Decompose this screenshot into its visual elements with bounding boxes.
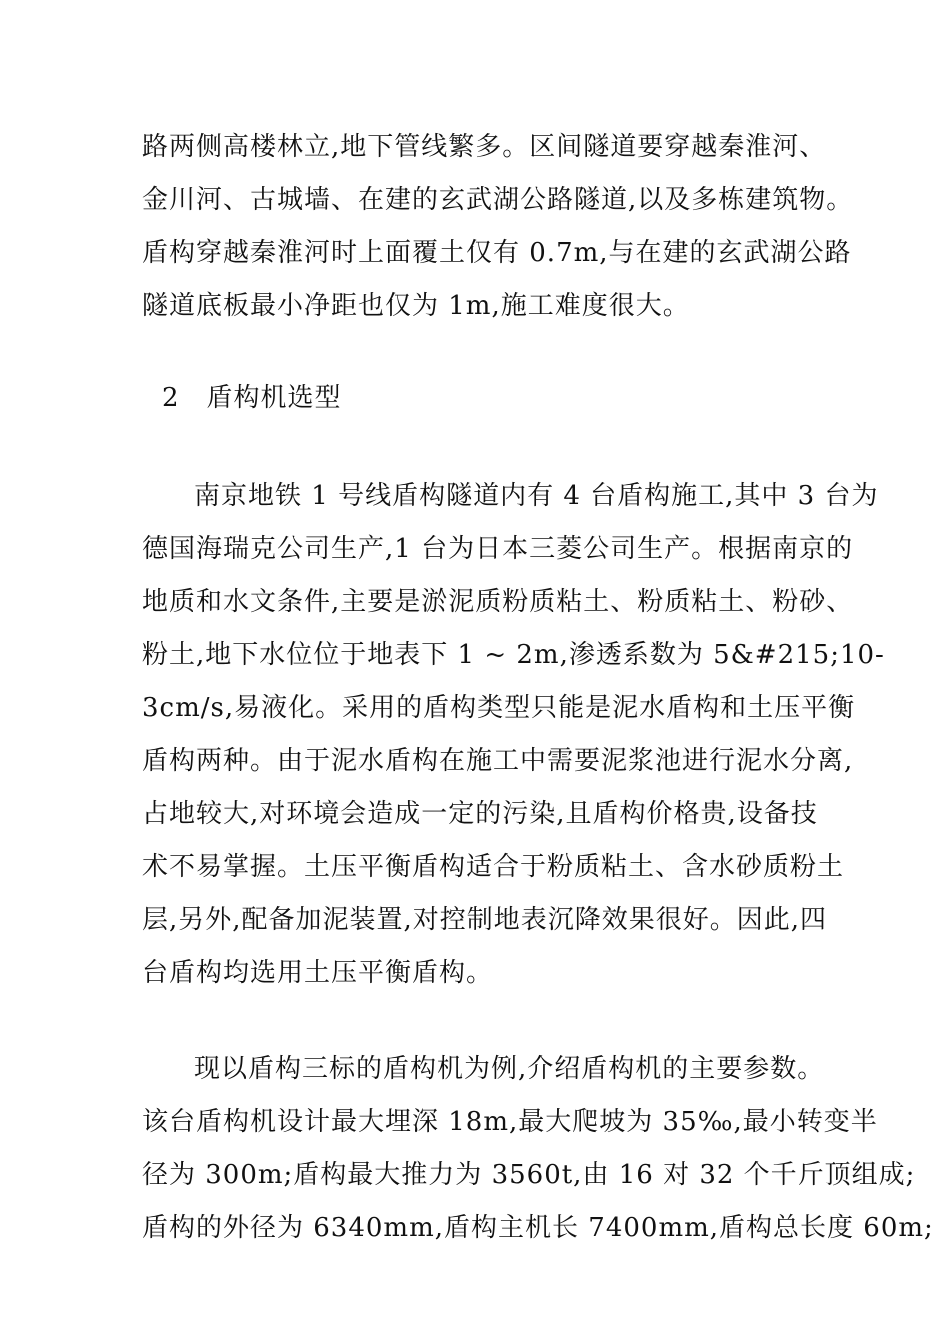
paragraph-1-line-1: 路两侧高楼林立,地下管线繁多。区间隧道要穿越秦淮河、 — [142, 132, 827, 162]
paragraph-1-line-4: 隧道底板最小净距也仅为 1m,施工难度很大。 — [142, 291, 690, 321]
paragraph-3-line-3: 径为 300m;盾构最大推力为 3560t,由 16 对 32 个千斤顶组成; — [142, 1160, 916, 1190]
section-heading: 2 盾构机选型 — [162, 383, 342, 413]
paragraph-2-line-7: 占地较大,对环境会造成一定的污染,且盾构价格贵,设备技 — [142, 799, 818, 829]
paragraph-2-line-4: 粉土,地下水位位于地表下 1 ~ 2m,渗透系数为 5&#215;10- — [142, 640, 885, 670]
paragraph-2-line-10: 台盾构均选用土压平衡盾构。 — [142, 958, 494, 988]
paragraph-1-line-2: 金川河、古城墙、在建的玄武湖公路隧道,以及多栋建筑物。 — [142, 185, 854, 215]
paragraph-2-line-5: 3cm/s,易液化。采用的盾构类型只能是泥水盾构和土压平衡 — [142, 693, 856, 723]
paragraph-2-line-1: 南京地铁 1 号线盾构隧道内有 4 台盾构施工,其中 3 台为 — [194, 481, 879, 511]
paragraph-3-line-1: 现以盾构三标的盾构机为例,介绍盾构机的主要参数。 — [194, 1054, 825, 1084]
paragraph-2-line-3: 地质和水文条件,主要是淤泥质粉质粘土、粉质粘土、粉砂、 — [142, 587, 854, 617]
paragraph-1-line-3: 盾构穿越秦淮河时上面覆土仅有 0.7m,与在建的玄武湖公路 — [142, 238, 852, 268]
paragraph-3-line-4: 盾构的外径为 6340mm,盾构主机长 7400mm,盾构总长度 60m; — [142, 1213, 934, 1243]
paragraph-2-line-2: 德国海瑞克公司生产,1 台为日本三菱公司生产。根据南京的 — [142, 534, 854, 564]
paragraph-2-line-6: 盾构两种。由于泥水盾构在施工中需要泥浆池进行泥水分离, — [142, 746, 854, 776]
paragraph-2-line-9: 层,另外,配备加泥装置,对控制地表沉降效果很好。因此,四 — [142, 905, 828, 935]
paragraph-3-line-2: 该台盾构机设计最大埋深 18m,最大爬坡为 35‰,最小转变半 — [142, 1107, 878, 1137]
paragraph-2-line-8: 术不易掌握。土压平衡盾构适合于粉质粘土、含水砂质粉土 — [142, 852, 845, 882]
